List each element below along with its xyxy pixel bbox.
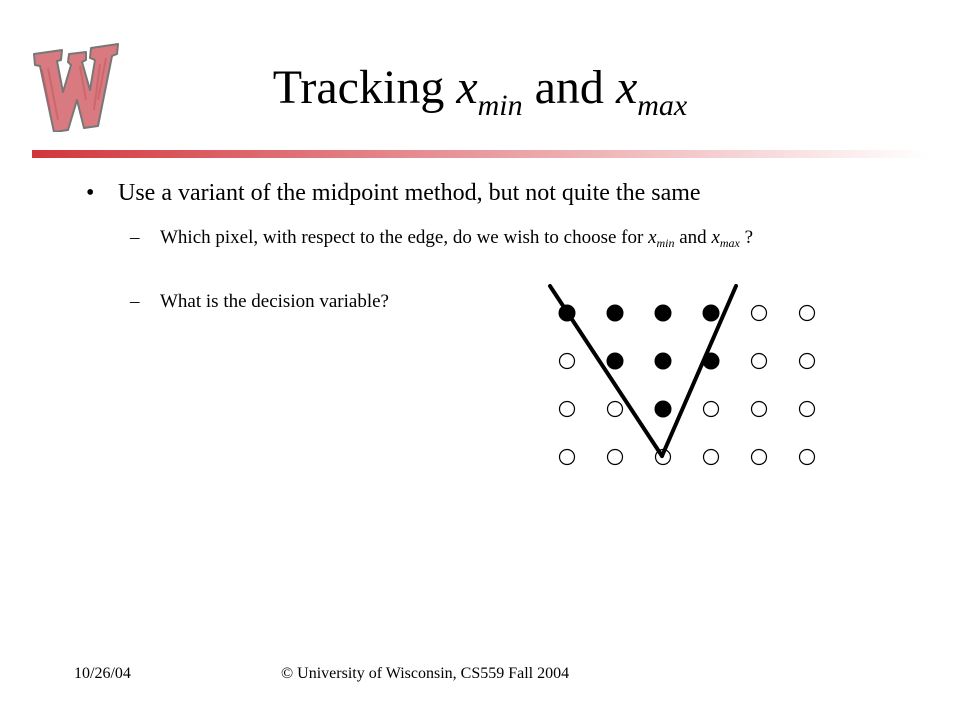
- bullet-text: Use a variant of the midpoint method, but not quite the same: [118, 180, 701, 206]
- pixel-filled: [655, 305, 671, 321]
- title-var-xmax-sub: max: [637, 89, 688, 122]
- pixel-grid-diagram: [540, 280, 840, 480]
- subitem-var-xmax-base: x: [711, 227, 720, 248]
- title-prefix: Tracking: [272, 61, 457, 114]
- pixel-empty: [800, 354, 815, 369]
- pixel-empty: [560, 354, 575, 369]
- subitem-text-part-a: Which pixel, with respect to the edge, do we wish to choose for: [160, 227, 649, 248]
- title-connector: and: [522, 61, 616, 114]
- pixel-empty: [752, 306, 767, 321]
- subitem-text: What is the decision variable?: [160, 291, 389, 312]
- pixel-empty: [752, 450, 767, 465]
- page-title: [0, 58, 960, 122]
- pixel-filled: [607, 305, 623, 321]
- pixel-empty: [800, 450, 815, 465]
- subitem-pixel-choice: [130, 224, 890, 252]
- pixel-empty: [704, 402, 719, 417]
- subitem-var-xmin-sub: min: [656, 236, 675, 250]
- pixel-filled: [655, 353, 671, 369]
- subitem-var-xmax-sub: max: [719, 236, 740, 250]
- edge-line-right: [662, 286, 736, 456]
- pixel-filled: [607, 353, 623, 369]
- footer-date: 10/26/04: [74, 665, 131, 682]
- pixel-filled: [703, 305, 719, 321]
- bullet-marker: •: [86, 180, 95, 206]
- pixel-empty: [704, 450, 719, 465]
- pixel-empty: [560, 450, 575, 465]
- subitem-var-xmin-base: x: [648, 227, 657, 248]
- bullet-item: [86, 176, 701, 210]
- subitem-text: [130, 224, 890, 252]
- pixel-empty: [608, 402, 623, 417]
- title-var-xmin-base: x: [456, 61, 478, 114]
- pixel-empty: [800, 402, 815, 417]
- title-var-xmin-sub: min: [477, 89, 523, 122]
- subitem-text-part-b: and: [674, 227, 712, 248]
- footer-copyright: © University of Wisconsin, CS559 Fall 2004: [281, 665, 570, 682]
- subitem-marker: –: [130, 291, 140, 312]
- title-var-xmax-base: x: [615, 61, 638, 114]
- subitem-text-part-c: ?: [739, 227, 754, 248]
- pixel-empty: [752, 402, 767, 417]
- pixel-filled: [655, 401, 671, 417]
- pixel-empty: [608, 450, 623, 465]
- pixel-empty: [560, 402, 575, 417]
- pixel-empty: [800, 306, 815, 321]
- subitem-marker: –: [130, 227, 140, 248]
- title-divider: [32, 150, 928, 158]
- edge-line-left: [550, 286, 662, 456]
- pixel-empty: [752, 354, 767, 369]
